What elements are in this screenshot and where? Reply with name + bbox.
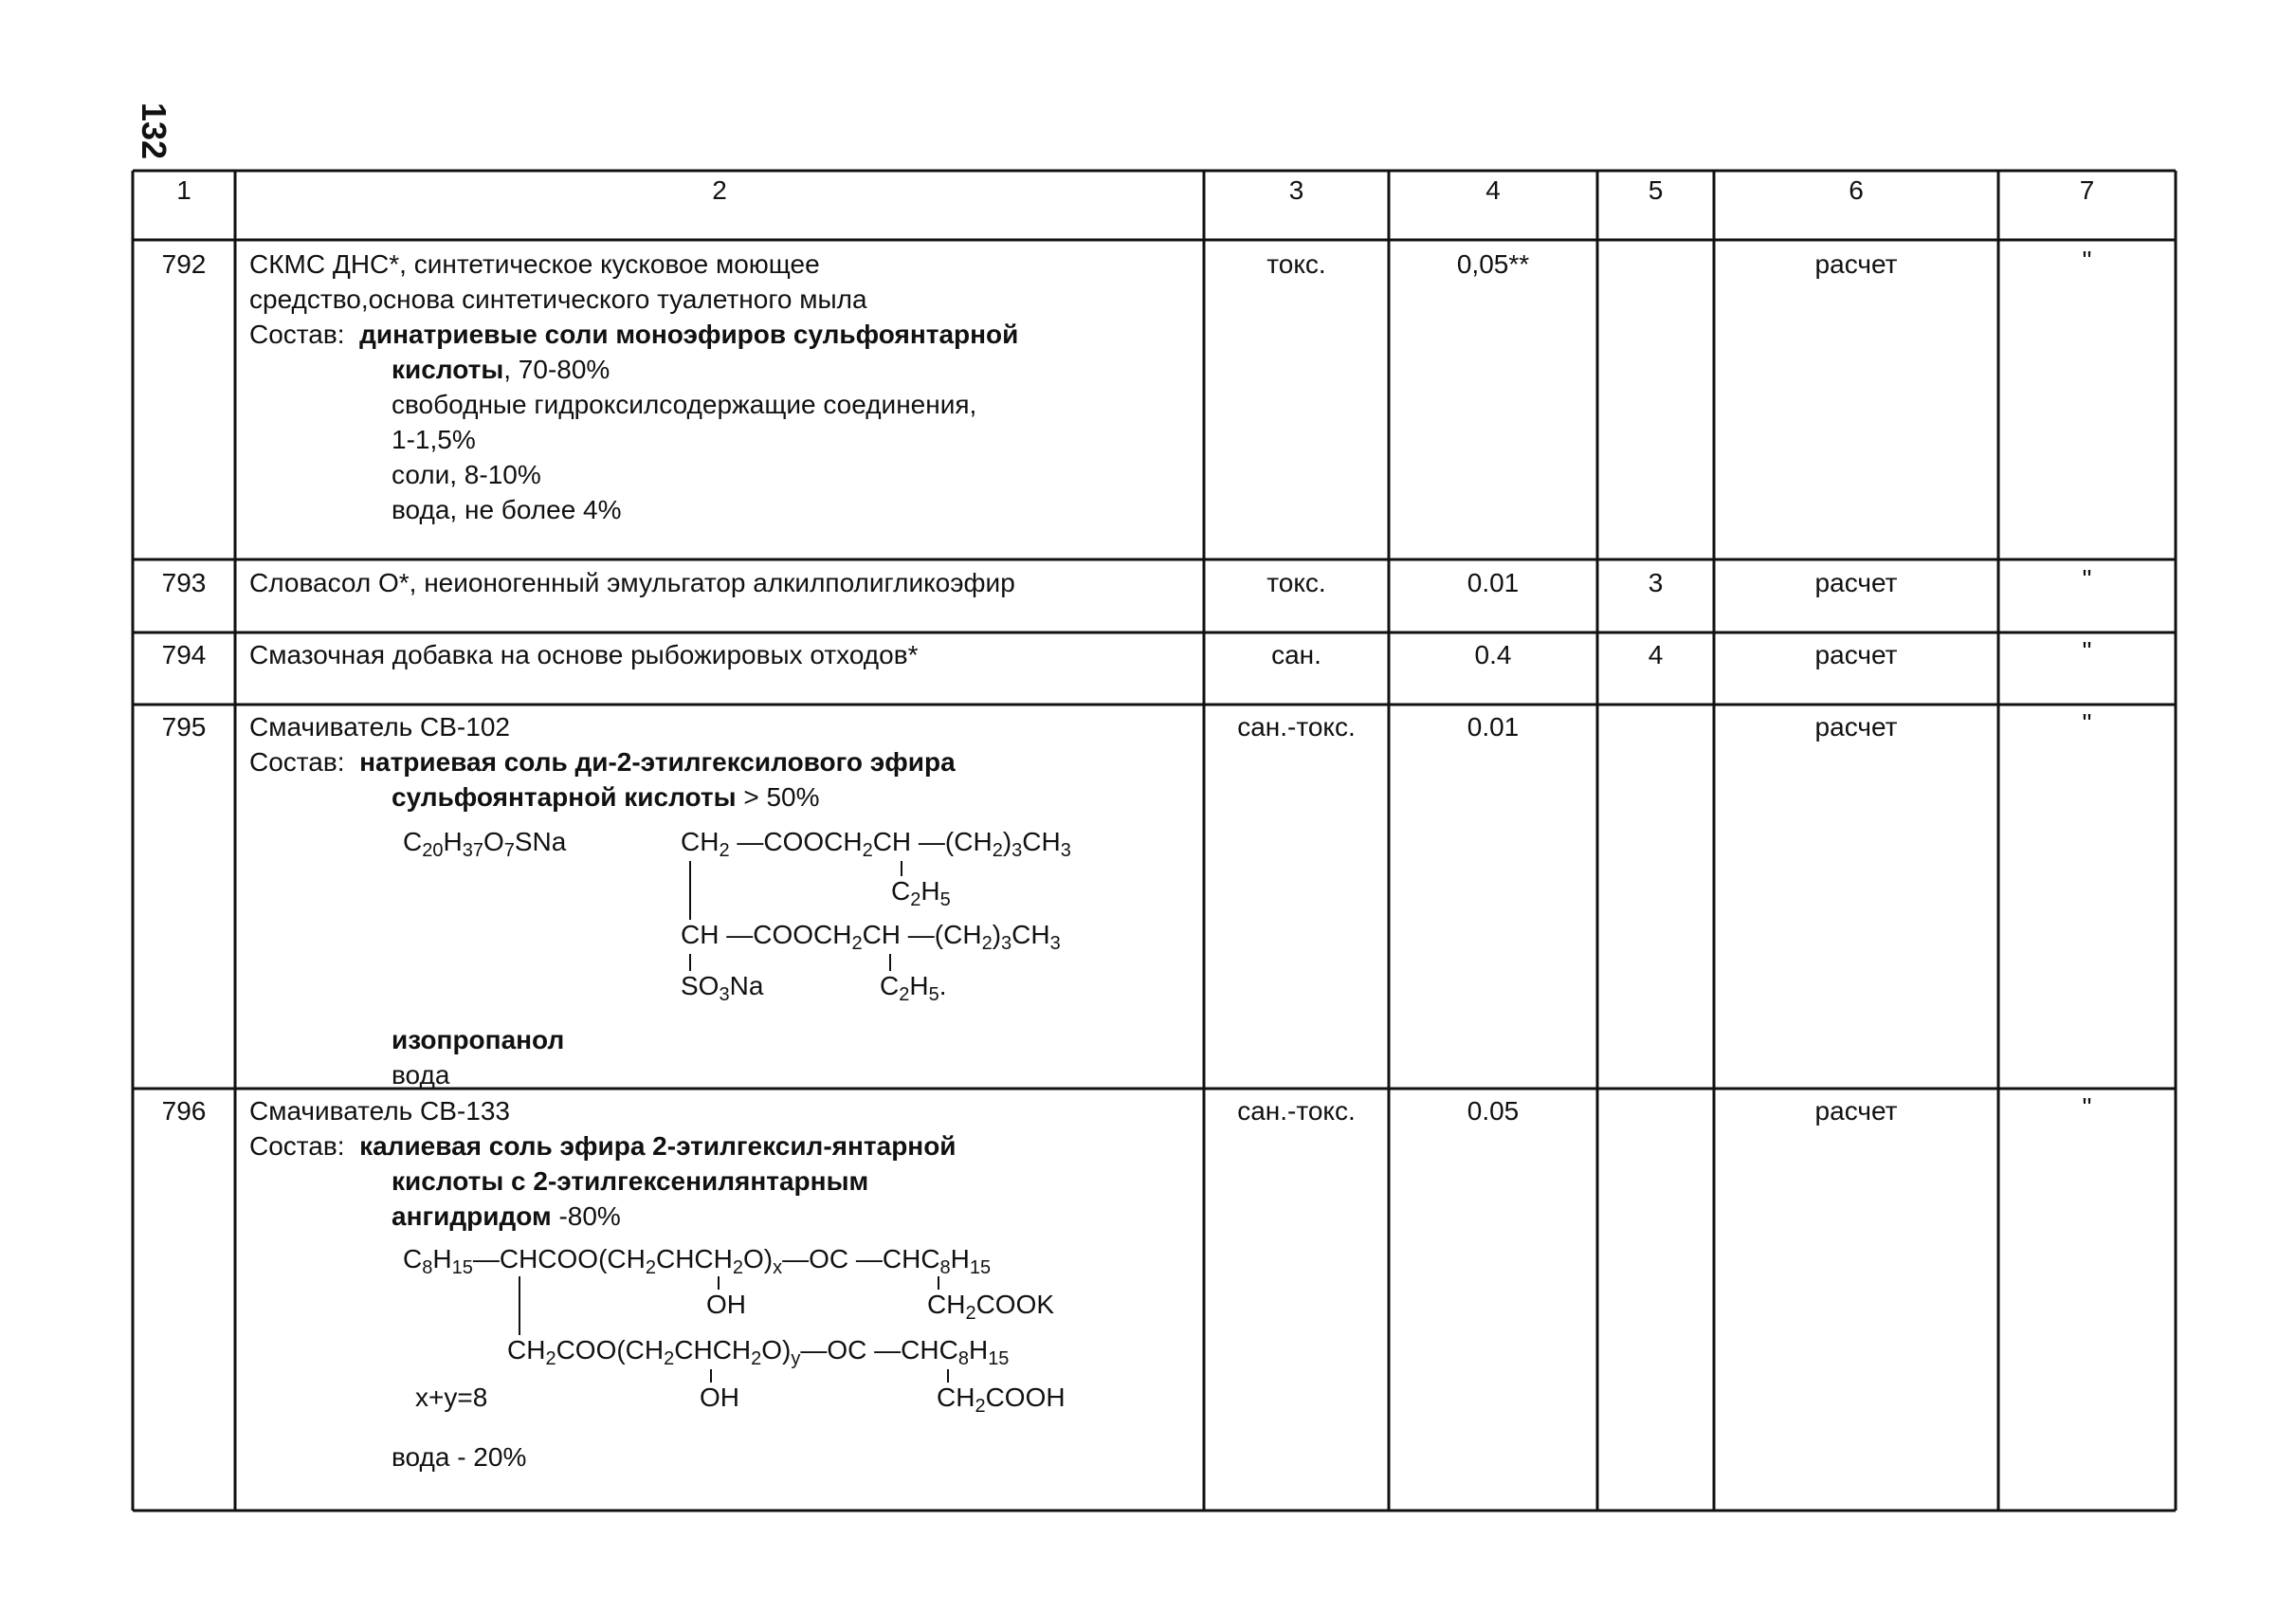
row-description: Смазочная добавка на основе рыбожировых отходов* bbox=[249, 640, 919, 669]
product-title: СКМС ДНС*, синтетическое кусковое моющее bbox=[249, 249, 820, 279]
header-col-4: 4 bbox=[1485, 175, 1501, 205]
concentration: 0.05 bbox=[1467, 1096, 1520, 1126]
method: расчет bbox=[1814, 568, 1898, 597]
composition-main: натриевая соль ди-2-этилгексилового эфира bbox=[359, 747, 956, 777]
product-title-cont: средство,основа синтетического туалетного мыла bbox=[249, 284, 867, 314]
composition-percent: , 70-80% bbox=[503, 355, 610, 384]
composition-main-cont: кислоты bbox=[392, 355, 504, 384]
row-number: 796 bbox=[161, 1096, 207, 1126]
row-description bbox=[249, 709, 956, 815]
water-content: вода - 20% bbox=[392, 1442, 527, 1472]
composition-main-cont: кислоты с 2-этилгексенилянтарным bbox=[392, 1166, 869, 1196]
concentration: 0.4 bbox=[1474, 640, 1512, 669]
composition-percent: -80% bbox=[551, 1201, 621, 1231]
page-number: 132 bbox=[135, 101, 173, 160]
composition-item: изопропанол bbox=[392, 1025, 565, 1054]
composition-item: свободные гидроксилсодержащие соединения, bbox=[392, 390, 977, 419]
composition-percent: > 50% bbox=[736, 782, 820, 812]
row-description bbox=[249, 1093, 957, 1234]
method: расчет bbox=[1814, 1096, 1898, 1126]
header-col-2: 2 bbox=[712, 175, 727, 205]
composition-item: 1-1,5% bbox=[392, 425, 476, 454]
concentration: 0.01 bbox=[1467, 712, 1520, 742]
row-description bbox=[249, 247, 1018, 527]
method: расчет bbox=[1814, 712, 1898, 742]
row-description: Словасол О*, неионогенный эмульгатор алкилполигликоэфир bbox=[249, 568, 1015, 597]
header-col-5: 5 bbox=[1648, 175, 1664, 205]
hazard-type: сан. bbox=[1271, 640, 1321, 669]
xy-condition: x+y=8 bbox=[415, 1383, 488, 1412]
ditto-mark: " bbox=[2082, 708, 2092, 738]
composition-item: соли, 8-10% bbox=[392, 460, 541, 489]
structural-formula: $C_{20}H_{37}O_7SNa$ $CH_2$ $—COOCH_2CH$ $—(CH_2)_3CH_3$ $C_2H_5$ CH $—COOCH_2CH$ $—(CH_2)_3CH_3$ $SO_3Na$ $C_2H_5$. bbox=[403, 827, 1071, 1005]
hazard-type: токс. bbox=[1266, 249, 1326, 279]
header-col-6: 6 bbox=[1849, 175, 1864, 205]
header-col-1: 1 bbox=[176, 175, 191, 205]
header-col-3: 3 bbox=[1288, 175, 1304, 205]
structural-formula: $C_8H_{15}—CHCOO(CH_2CHCH_2O)_x—OC$ $—CHC_8H_{15}$ OH $CH_2COOK$ $CH_2COO(CH_2CHCH_2O)_y—OC$ $—CHC_8H_{15}$ x+y=8 OH $CH_2COOH$ bbox=[403, 1244, 1066, 1417]
composition-main: калиевая соль эфира 2-этилгексил-янтарной bbox=[359, 1131, 957, 1161]
header-col-7: 7 bbox=[2079, 175, 2095, 205]
row-number: 794 bbox=[161, 640, 207, 669]
product-title: Смачиватель СВ-133 bbox=[249, 1096, 510, 1126]
hazard-type: сан.-токс. bbox=[1237, 1096, 1356, 1126]
composition-main: динатриевые соли моноэфиров сульфоянтарной bbox=[359, 320, 1019, 349]
composition-label: Состав: bbox=[249, 320, 345, 349]
hazard-type: токс. bbox=[1266, 568, 1326, 597]
method: расчет bbox=[1814, 640, 1898, 669]
ditto-mark: " bbox=[2082, 636, 2092, 666]
hazard-class: 3 bbox=[1648, 568, 1664, 597]
row-number: 793 bbox=[161, 568, 207, 597]
hazard-type: сан.-токс. bbox=[1237, 712, 1356, 742]
composition-item: вода bbox=[392, 1060, 450, 1090]
composition-item: вода, не более 4% bbox=[392, 495, 622, 524]
ditto-mark: " bbox=[2082, 1092, 2092, 1122]
concentration: 0.01 bbox=[1467, 568, 1520, 597]
method: расчет bbox=[1814, 249, 1898, 279]
row-number: 792 bbox=[161, 249, 207, 279]
ditto-mark: " bbox=[2082, 564, 2092, 594]
composition-main-cont: сульфоянтарной кислоты bbox=[392, 782, 737, 812]
product-title: Смачиватель СВ-102 bbox=[249, 712, 510, 742]
hazard-class: 4 bbox=[1648, 640, 1664, 669]
ditto-mark: " bbox=[2082, 246, 2092, 275]
row-number: 795 bbox=[161, 712, 207, 742]
composition-label: Состав: bbox=[249, 1131, 345, 1161]
composition-label: Состав: bbox=[249, 747, 345, 777]
concentration: 0,05** bbox=[1456, 249, 1530, 279]
composition-main-cont: ангидридом bbox=[392, 1201, 552, 1231]
row-description-extra bbox=[249, 1022, 564, 1092]
